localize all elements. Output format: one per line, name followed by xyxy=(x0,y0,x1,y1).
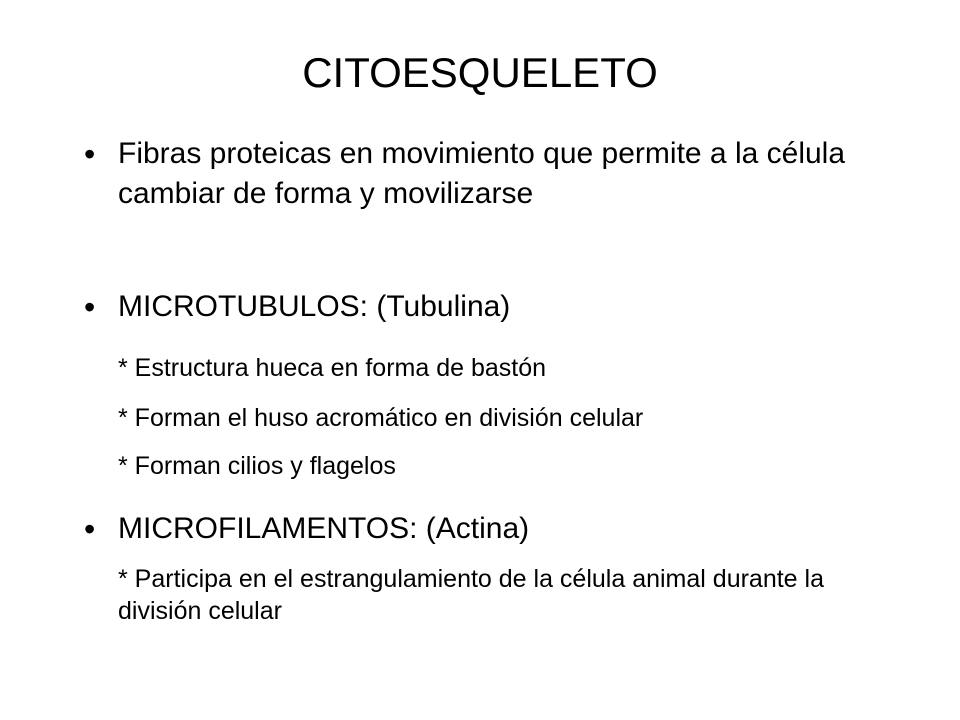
bullet-marker: • xyxy=(84,136,96,172)
sub-item-participa: * Participa en el estrangulamiento de la célula animal durante la división celular xyxy=(118,565,824,625)
bullet-marker: • xyxy=(84,511,96,547)
sub-item-cilios: * Forman cilios y flagelos xyxy=(118,452,396,480)
bullet-item-microfilamentos xyxy=(84,509,884,549)
bullet-text: MICROTUBULOS: (Tubulina) xyxy=(118,290,511,323)
bullet-item-microtubulos xyxy=(84,287,884,327)
slide-title: CITOESQUELETO xyxy=(302,49,658,96)
bullet-text: Fibras proteicas en movimiento que permite a la célula cambiar de forma y movilizarse xyxy=(118,137,846,210)
bullet-item-fibras xyxy=(84,134,884,214)
bullet-marker: • xyxy=(84,289,96,325)
sub-item-estructura: * Estructura hueca en forma de bastón xyxy=(118,354,547,382)
bullet-text: MICROFILAMENTOS: (Actina) xyxy=(118,512,530,545)
sub-item-huso: * Forman el huso acromático en división celular xyxy=(118,404,644,432)
